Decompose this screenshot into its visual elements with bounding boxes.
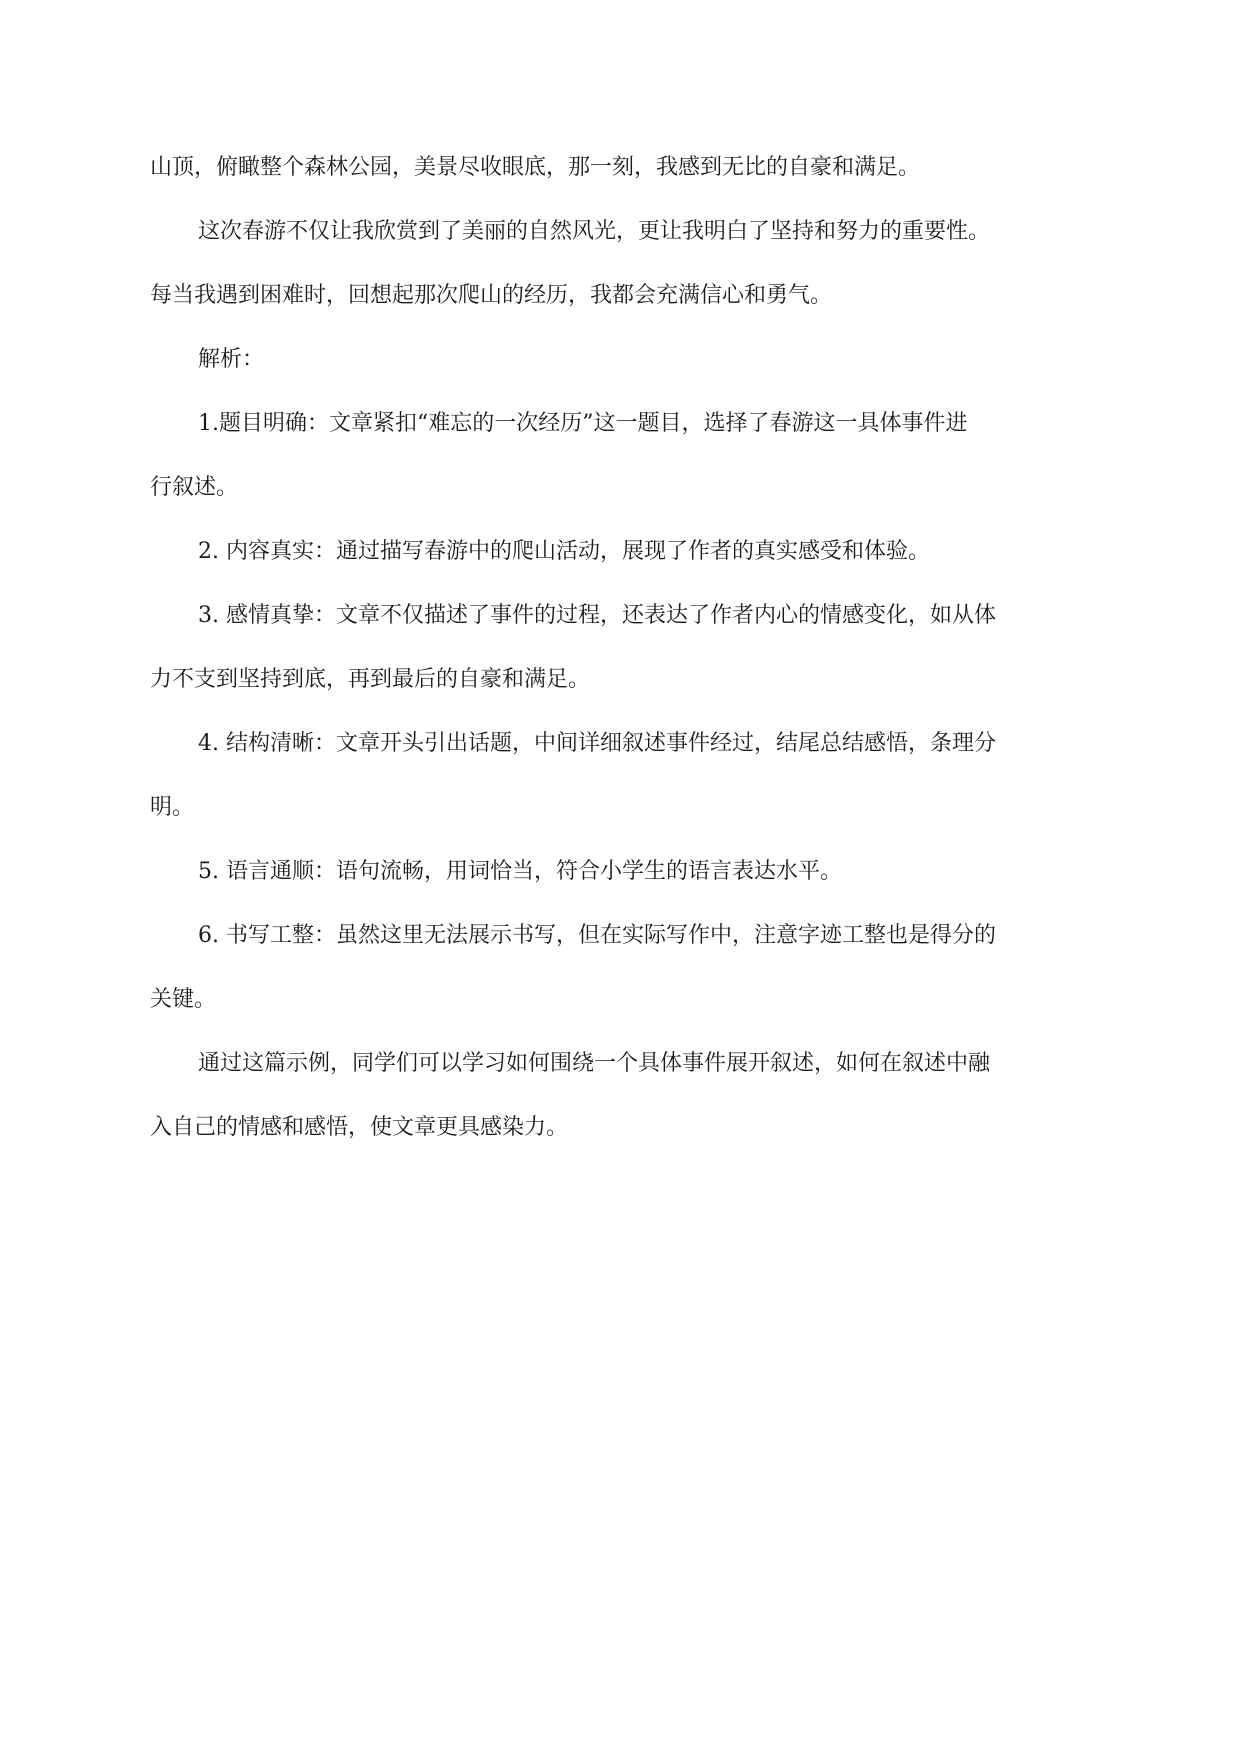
paragraph-line: 通过这篇示例，同学们可以学习如何围绕一个具体事件展开叙述，如何在叙述中融	[198, 1051, 991, 1076]
list-item-line: 明。	[150, 795, 195, 820]
paragraph-line: 入自己的情感和感悟，使文章更具感染力。	[150, 1115, 569, 1140]
paragraph-line: 山顶，俯瞰整个森林公园，美景尽收眼底，那一刻，我感到无比的自豪和满足。	[150, 155, 921, 180]
list-item-line: 关键。	[150, 987, 217, 1012]
list-item-line: 2. 内容真实：通过描写春游中的爬山活动，展现了作者的真实感受和体验。	[198, 539, 930, 564]
list-item-line: 力不支到坚持到底，再到最后的自豪和满足。	[150, 667, 591, 692]
section-heading: 解析：	[198, 347, 265, 372]
list-item-line: 6. 书写工整：虽然这里无法展示书写，但在实际写作中，注意字迹工整也是得分的	[198, 923, 996, 948]
list-item-line: 5. 语言通顺：语句流畅，用词恰当，符合小学生的语言表达水平。	[198, 859, 842, 884]
document-body	[150, 136, 1090, 1160]
list-item-line: 1.题目明确：文章紧扣“难忘的一次经历”这一题目，选择了春游这一具体事件进	[198, 411, 968, 436]
paragraph-line: 这次春游不仅让我欣赏到了美丽的自然风光，更让我明白了坚持和努力的重要性。	[198, 219, 991, 244]
paragraph-line: 每当我遇到困难时，回想起那次爬山的经历，我都会充满信心和勇气。	[150, 283, 833, 308]
list-item-line: 3. 感情真挚：文章不仅描述了事件的过程，还表达了作者内心的情感变化，如从体	[198, 603, 996, 628]
list-item-line: 行叙述。	[150, 475, 239, 500]
list-item-line: 4. 结构清晰：文章开头引出话题，中间详细叙述事件经过，结尾总结感悟，条理分	[198, 731, 996, 756]
